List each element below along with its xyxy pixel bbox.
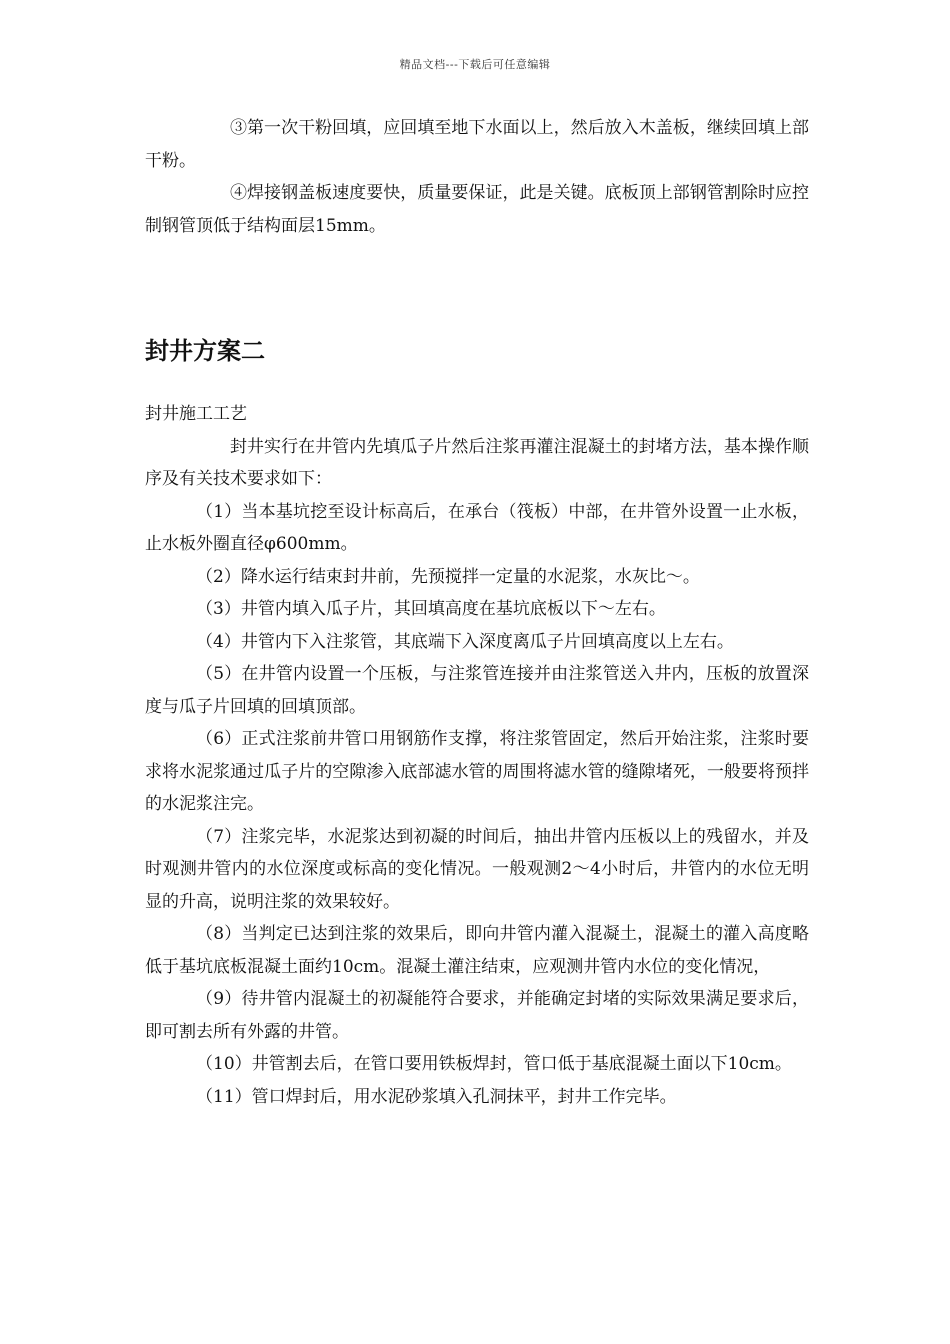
intro-paragraph: 封井实行在井管内先填瓜子片然后注浆再灌注混凝土的封堵方法，基本操作顺序及有关技术要求如下： xyxy=(145,436,809,489)
step-3: （3）井管内填入瓜子片，其回填高度在基坑底板以下～左右。 xyxy=(196,599,666,619)
step-6: （6）正式注浆前井管口用钢筋作支撑，将注浆管固定，然后开始注浆，注浆时要求将水泥浆通过瓜子片的空隙渗入底部滤水管的周围将滤水管的缝隙堵死，一般要将预拌的水泥浆注完。 xyxy=(145,729,809,814)
step-1: （1）当本基坑挖至设计标高后，在承台（筏板）中部，在井管外设置一止水板，止水板外圈直径φ600mm。 xyxy=(145,501,809,554)
step-4: （4）井管内下入注浆管，其底端下入深度离瓜子片回填高度以上左右。 xyxy=(196,631,734,652)
step-5: （5）在井管内设置一个压板，与注浆管连接并由注浆管送入井内，压板的放置深度与瓜子片回填的回填顶部。 xyxy=(145,664,809,717)
step-10: （10）井管割去后，在管口要用铁板焊封，管口低于基底混凝土面以下10cm。 xyxy=(196,1054,792,1074)
step-9: （9）待井管内混凝土的初凝能符合要求，并能确定封堵的实际效果满足要求后，即可割去所有外露的井管。 xyxy=(145,989,809,1042)
paragraph-item-3: ③第一次干粉回填，应回填至地下水面以上，然后放入木盖板，继续回填上部干粉。 xyxy=(145,118,809,171)
section-title: 封井方案二 xyxy=(145,337,265,365)
page-header: 精品文档---下载后可任意编辑 xyxy=(399,58,551,71)
document-body xyxy=(145,112,809,1113)
step-2: （2）降水运行结束封井前，先预搅拌一定量的水泥浆，水灰比～。 xyxy=(196,566,700,587)
paragraph-item-4: ④焊接钢盖板速度要快，质量要保证，此是关键。底板顶上部钢管割除时应控制钢管顶低于结构面层15mm。 xyxy=(145,183,809,236)
step-7: （7）注浆完毕，水泥浆达到初凝的时间后，抽出井管内压板以上的残留水，并及时观测井管内的水位深度或标高的变化情况。一般观测2～4小时后，井管内的水位无明显的升高，说明注浆的效果较好。 xyxy=(145,826,809,912)
step-8: （8）当判定已达到注浆的效果后，即向井管内灌入混凝土，混凝土的灌入高度略低于基坑底板混凝土面约10cm。混凝土灌注结束，应观测井管内水位的变化情况， xyxy=(145,924,809,977)
section-subtitle: 封井施工工艺 xyxy=(145,404,247,424)
step-11: （11）管口焊封后，用水泥砂浆填入孔洞抹平，封井工作完毕。 xyxy=(196,1086,677,1107)
